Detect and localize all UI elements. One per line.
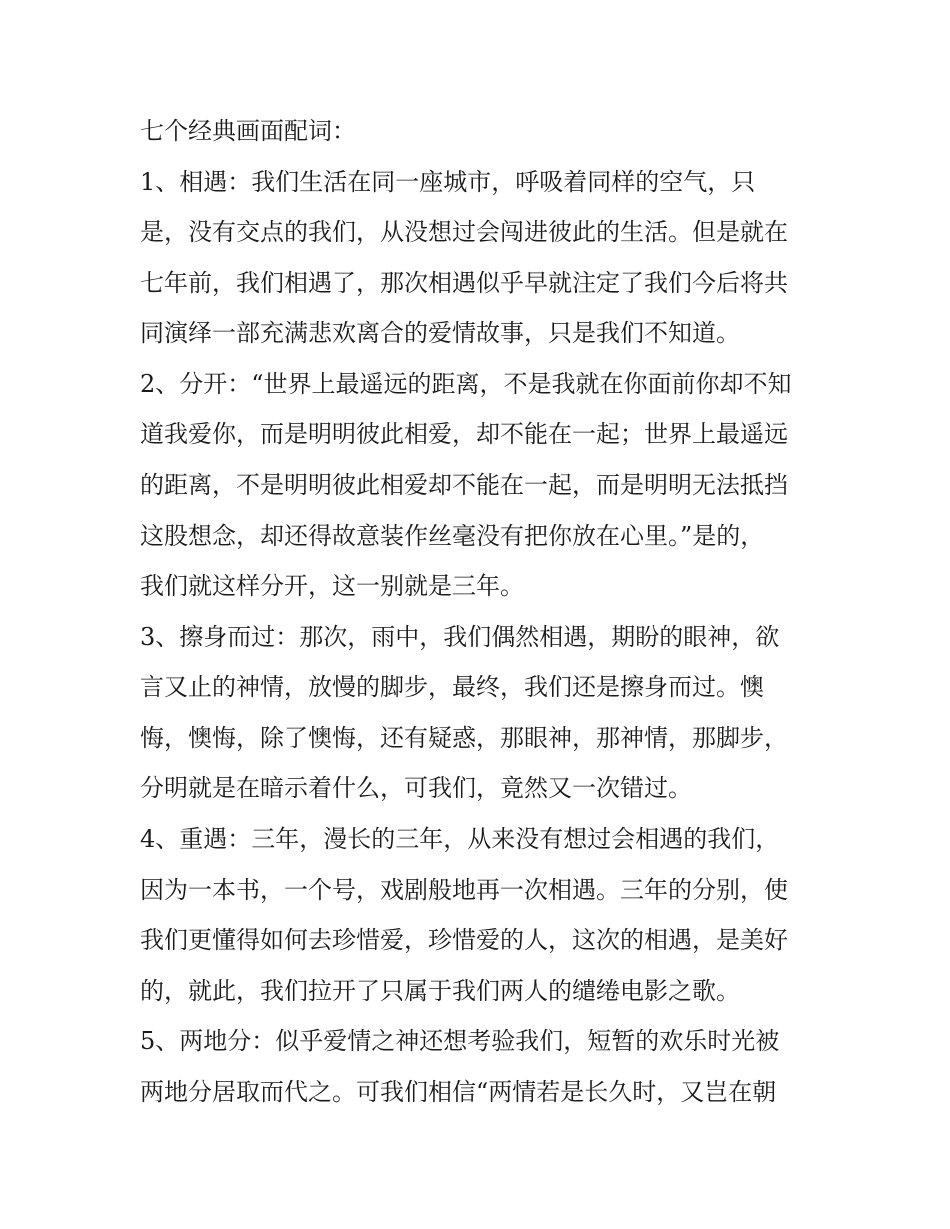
text-line: 因为一本书，一个号，戏剧般地再一次相遇。三年的分别，使	[140, 876, 788, 904]
text-line: 这股想念，却还得故意装作丝毫没有把你放在心里。”是的，	[140, 522, 765, 550]
text-line: 分明就是在暗示着什么，可我们，竟然又一次错过。	[140, 774, 692, 802]
text-line: 七年前，我们相遇了，那次相遇似乎早就注定了我们今后将共	[140, 269, 788, 297]
text-line: 5、两地分：似乎爱情之神还想考验我们，短暂的欢乐时光被	[140, 1027, 780, 1055]
text-line: 是，没有交点的我们，从没想过会闯进彼此的生活。但是就在	[140, 218, 788, 246]
text-line: 两地分居取而代之。可我们相信“两情若是长久时，又岂在朝	[140, 1078, 777, 1106]
text-line: 3、擦身而过：那次，雨中，我们偶然相遇，期盼的眼神，欲	[140, 623, 780, 651]
text-line: 我们更懂得如何去珍惜爱，珍惜爱的人，这次的相遇，是美好	[140, 926, 788, 954]
text-line: 悔，懊悔，除了懊悔，还有疑惑，那眼神，那神情，那脚步，	[140, 724, 788, 752]
text-line: 2、分开：“世界上最遥远的距离，不是我就在你面前你却不知	[140, 370, 792, 398]
text-line: 言又止的神情，放慢的脚步，最终，我们还是擦身而过。懊	[140, 673, 764, 701]
text-line: 1、相遇：我们生活在同一座城市，呼吸着同样的空气，只	[140, 168, 756, 196]
text-line: 同演绎一部充满悲欢离合的爱情故事，只是我们不知道。	[140, 319, 740, 347]
text-line-title: 七个经典画面配词：	[140, 117, 356, 145]
text-line: 道我爱你，而是明明彼此相爱，却不能在一起；世界上最遥远	[140, 420, 788, 448]
text-line: 我们就这样分开，这一别就是三年。	[140, 572, 524, 600]
text-line: 4、重遇：三年，漫长的三年，从来没有想过会相遇的我们，	[140, 825, 780, 853]
text-line: 的，就此，我们拉开了只属于我们两人的缱绻电影之歌。	[140, 977, 740, 1005]
text-line: 的距离，不是明明彼此相爱却不能在一起，而是明明无法抵挡	[140, 471, 788, 499]
